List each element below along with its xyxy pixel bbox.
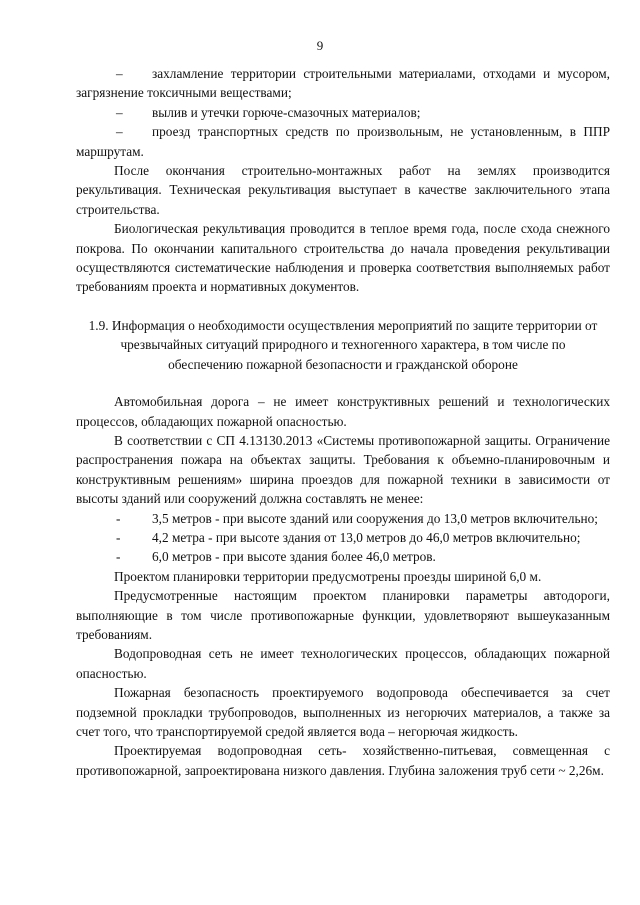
list-item-text: захламление территории строительными материалами, отходами и мусором, загрязнение токсичными веществами;: [76, 66, 610, 101]
list-item: [76, 64, 610, 103]
list-item: [76, 103, 610, 122]
paragraph: Проектируемая водопроводная сеть- хозяйственно-питьевая, совмещенная с противопожарной, запроектирована низкого давления. Глубина заложения труб сети ~ 2,26м.: [76, 743, 610, 778]
paragraph: Биологическая рекультивация проводится в теплое время года, после схода снежного покрова. По окончании капитального строительства до начала проведения рекультивации осуществляются систематические наблюдения и проверка соответствия выполняемых работ требованиям проекта и нормативных документов.: [76, 221, 610, 295]
paragraph: Предусмотренные настоящим проектом планировки параметры автодороги, выполняющие в том числе противопожарные функции, удовлетворяют вышеуказанным требованиям.: [76, 588, 610, 642]
paragraph: После окончания строительно-монтажных работ на землях производится рекультивация. Техническая рекультивация выступает в качестве заключительного этапа строительства.: [76, 163, 610, 217]
list-marker: –: [116, 104, 123, 120]
list-item: [76, 528, 610, 547]
list-item: [76, 122, 610, 161]
list-item-text: вылив и утечки горюче-смазочных материалов;: [152, 104, 421, 120]
page-number: 9: [316, 38, 324, 53]
list-item: [76, 547, 610, 566]
list-marker: –: [116, 124, 123, 140]
document-body: [76, 64, 610, 780]
section-heading: 1.9. Информация о необходимости осуществления мероприятий по защите территории от чрезвычайных ситуаций природного и техногенного характера, в том числе по обеспечению пожарной безопасности и гражданской обороне: [88, 317, 598, 372]
paragraph: Водопроводная сеть не имеет технологических процессов, обладающих пожарной опасностью.: [76, 646, 610, 681]
paragraph: Пожарная безопасность проектируемого водопровода обеспечивается за счет подземной прокладки трубопроводов, выполненных из негорючих материалов, а также за счет того, что транспортируемой средой является вода – негорючая жидкость.: [76, 685, 610, 739]
list-item-text: 3,5 метров - при высоте зданий или сооружения до 13,0 метров включительно;: [152, 510, 598, 526]
list-marker: -: [116, 549, 121, 565]
list-marker: -: [116, 510, 121, 526]
list-item-text: проезд транспортных средств по произвольным, не установленным, в ППР маршрутам.: [76, 124, 610, 159]
list-item-text: 6,0 метров - при высоте здания более 46,0 метров.: [152, 549, 436, 565]
paragraph: Автомобильная дорога – не имеет конструктивных решений и технологических процессов, обладающих пожарной опасностью.: [76, 394, 610, 429]
list-marker: -: [116, 529, 121, 545]
list-item: [76, 509, 610, 528]
list-item-text: 4,2 метра - при высоте здания от 13,0 метров до 46,0 метров включительно;: [152, 529, 581, 545]
list-marker: –: [116, 66, 123, 81]
paragraph: В соответствии с СП 4.13130.2013 «Системы противопожарной защиты. Ограничение распространения пожара на объектах защиты. Требования к объемно-планировочным и конструктивным решениям» ширина проездов для пожарной техники в зависимости от высоты зданий или сооружений должна составлять не менее:: [76, 432, 610, 507]
paragraph: Проектом планировки территории предусмотрены проезды шириной 6,0 м.: [114, 568, 542, 584]
